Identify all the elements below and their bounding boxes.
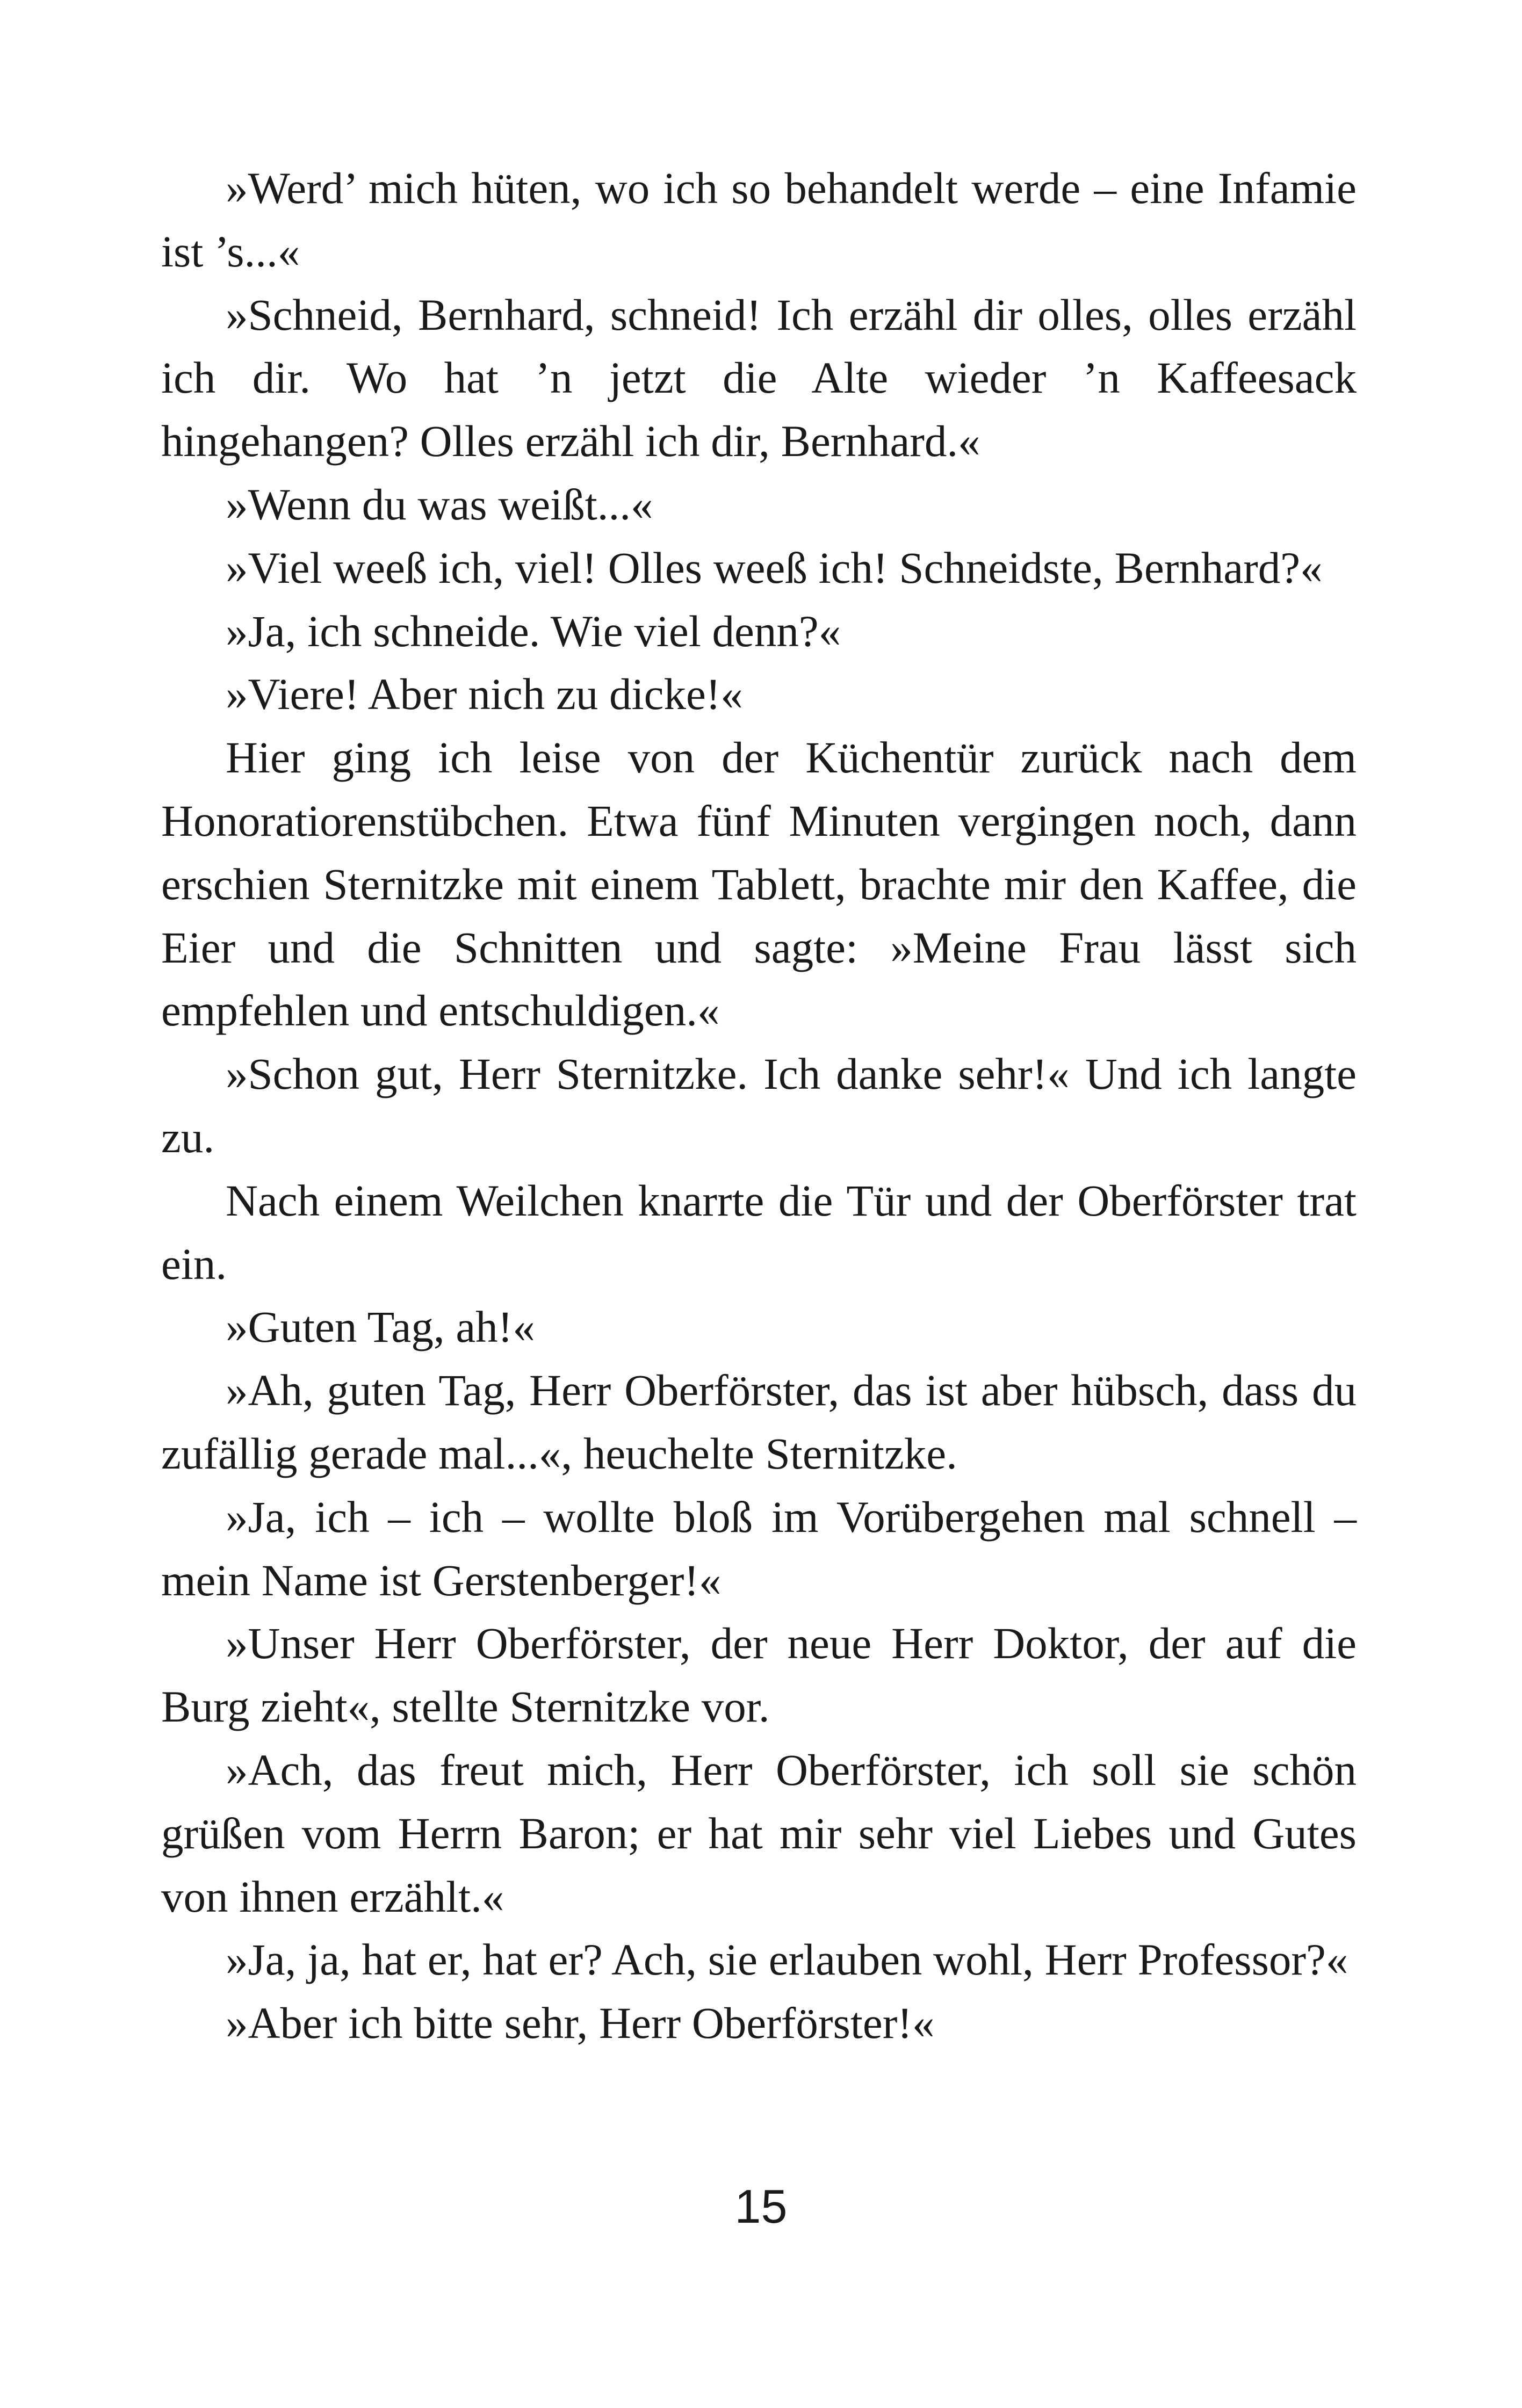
paragraph: Nach einem Weilchen knarrte die Tür und der Oberförster trat ein. [161, 1175, 1357, 1289]
page-number: 15 [734, 2180, 788, 2233]
paragraph: Hier ging ich leise von der Küchentür zurück nach dem Honoratiorenstübchen. Etwa fünf Minuten vergingen noch, dann erschien Sternitzke mit einem Tablett, brachte mir den Kaffee, die Eier und die Schnitten und sagte: »Meine Frau lässt sich empfehlen und entschuldigen.« [161, 733, 1357, 1036]
paragraph: »Wenn du was weißt...« [226, 479, 653, 529]
paragraph: »Ja, ich – ich – wollte bloß im Vorübergehen mal schnell – mein Name ist Gerstenberger!« [161, 1492, 1357, 1605]
paragraph: »Viel weeß ich, viel! Olles weeß ich! Schneidste, Bernhard?« [226, 543, 1323, 592]
paragraph: »Viere! Aber nich zu dicke!« [226, 669, 743, 719]
paragraph: »Unser Herr Oberförster, der neue Herr Doktor, der auf die Burg zieht«, stellte Sternitzke vor. [161, 1618, 1357, 1732]
paragraph: »Schneid, Bernhard, schneid! Ich erzähl dir olles, olles erzähl ich dir. Wo hat ’n jetzt die Alte wieder ’n Kaffeesack hingehangen? Olles erzähl ich dir, Bernhard.« [161, 290, 1357, 466]
paragraph: »Guten Tag, ah!« [226, 1302, 535, 1352]
paragraph: »Aber ich bitte sehr, Herr Oberförster!« [226, 1998, 935, 2048]
paragraph: »Schon gut, Herr Sternitzke. Ich danke sehr!« Und ich langte zu. [161, 1049, 1357, 1162]
paragraph: »Ja, ich schneide. Wie viel denn?« [226, 606, 841, 656]
paragraph: »Ja, ja, hat er, hat er? Ach, sie erlauben wohl, Herr Professor?« [226, 1935, 1348, 1985]
paragraph: »Ach, das freut mich, Herr Oberförster, ich soll sie schön grüßen vom Herrn Baron; er hat mir sehr viel Liebes und Gutes von ihnen erzählt.« [161, 1745, 1357, 1921]
body-text [161, 157, 1357, 2055]
paragraph: »Ah, guten Tag, Herr Oberförster, das ist aber hübsch, dass du zufällig gerade mal...«, heuchelte Sternitzke. [161, 1365, 1357, 1478]
paragraph: »Werd’ mich hüten, wo ich so behandelt werde – eine Infamie ist ’s...« [161, 163, 1357, 276]
